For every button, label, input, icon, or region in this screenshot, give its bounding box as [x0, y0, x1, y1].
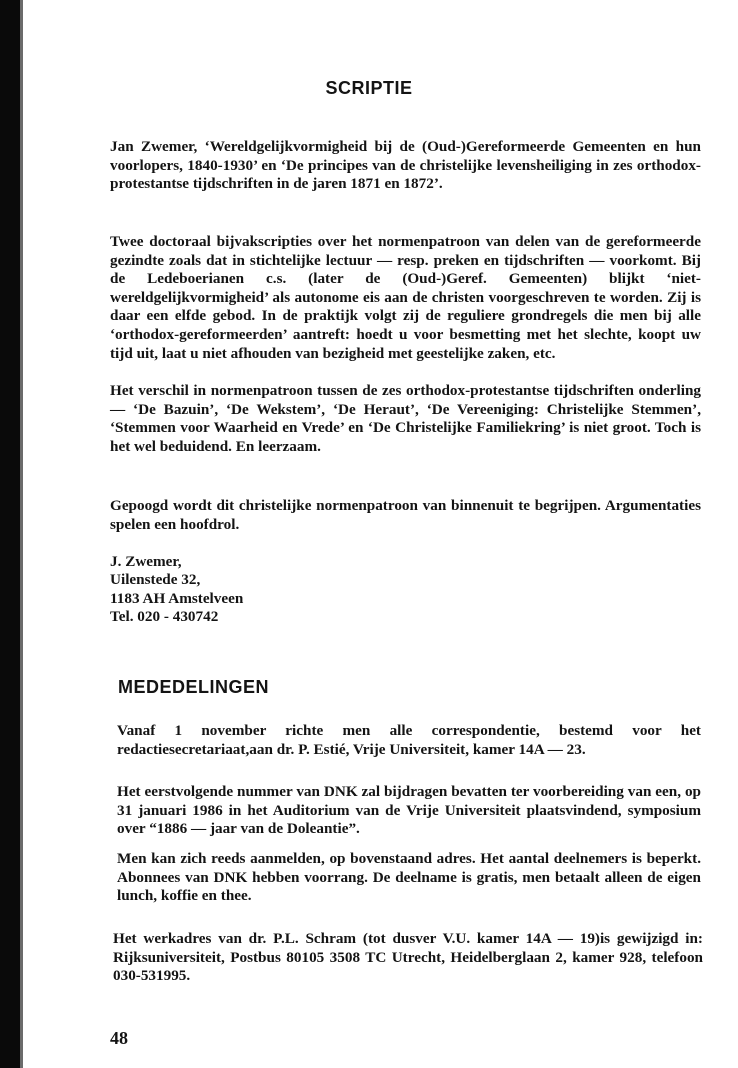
scriptie-heading: SCRIPTIE: [325, 78, 413, 98]
scriptie-title-paragraph: Jan Zwemer, ‘Wereldgelijkvormigheid bij de (Oud-)Gereformeerde Gemeenten en hun voorlopers, 1840-1930’ en ‘De principes van de christelijke levensheiliging in zes orthodox-protestantse tijdschriften in de jaren 1871 en 1872’.: [110, 138, 701, 193]
mededeling-registration: Men kan zich reeds aanmelden, op bovenstaand adres. Het aantal deelnemers is beperkt. Abonnees van DNK hebben voorrang. De deelname is gratis, men betaalt alleen de eigen lunch, koffie en thee.: [117, 850, 701, 905]
address-postal-city: 1183 AH Amstelveen: [110, 590, 244, 607]
page-edge: [20, 0, 23, 1068]
mededeling-next-issue: Het eerstvolgende nummer van DNK zal bijdragen bevatten ter voorbereiding van een, op 31 januari 1986 in het Auditorium van de Vrije Universiteit plaatsvindend, symposium over “1886 — jaar van de Doleantie”.: [117, 783, 701, 838]
address-name: J. Zwemer,: [110, 553, 182, 570]
address-street: Uilenstede 32,: [110, 571, 201, 588]
page-number: 48: [110, 1028, 128, 1048]
scriptie-comparison-paragraph: Het verschil in normenpatroon tussen de zes orthodox-protestantse tijdschriften onderling — ‘De Bazuin’, ‘De Wekstem’, ‘De Heraut’, ‘De Vereeniging: Christelijke Stemmen’, ‘Stemmen voor Waarheid en Vrede’ en ‘De Christelijke Familiekring’ is niet groot. Toch is het wel beduidend. En leerzaam.: [110, 382, 701, 455]
address-phone: Tel. 020 - 430742: [110, 608, 219, 625]
binding-strip: [0, 0, 20, 1068]
scriptie-conclusion-paragraph: Gepoogd wordt dit christelijke normenpatroon van binnenuit te begrijpen. Argumentaties spelen een hoofdrol.: [110, 497, 701, 533]
scriptie-summary-paragraph: Twee doctoraal bijvakscripties over het normenpatroon van delen van de gereformeerde gezindte zoals dat in stichtelijke lectuur — resp. preken en tijdschriften — voorkomt. Bij de Ledeboerianen c.s. (later de (Oud-)Geref. Gemeenten) blijkt ‘niet-wereldgelijkvormigheid’ als autonome eis aan de christen voorgeschreven te worden. Zij is daar een elfde gebod. In de praktijk volgt zij de reguliere grondregels die men bij alle ‘orthodox-gereformeerden’ aantreft: hoedt u voor besmetting met het slechte, koopt uw tijd uit, laat u niet afhouden van bezigheid met geestelijke zaken, etc.: [110, 233, 701, 362]
mededeling-correspondence: Vanaf 1 november richte men alle correspondentie, bestemd voor het redactiesecretariaat,aan dr. P. Estié, Vrije Universiteit, kamer 14A — 23.: [117, 722, 701, 758]
mededeling-work-address: Het werkadres van dr. P.L. Schram (tot dusver V.U. kamer 14A — 19)is gewijzigd in: Rijksuniversiteit, Postbus 80105 3508 TC Utrecht, Heidelberglaan 2, kamer 928, telefoon 030-531995.: [113, 930, 703, 985]
mededelingen-heading: MEDEDELINGEN: [118, 677, 270, 697]
